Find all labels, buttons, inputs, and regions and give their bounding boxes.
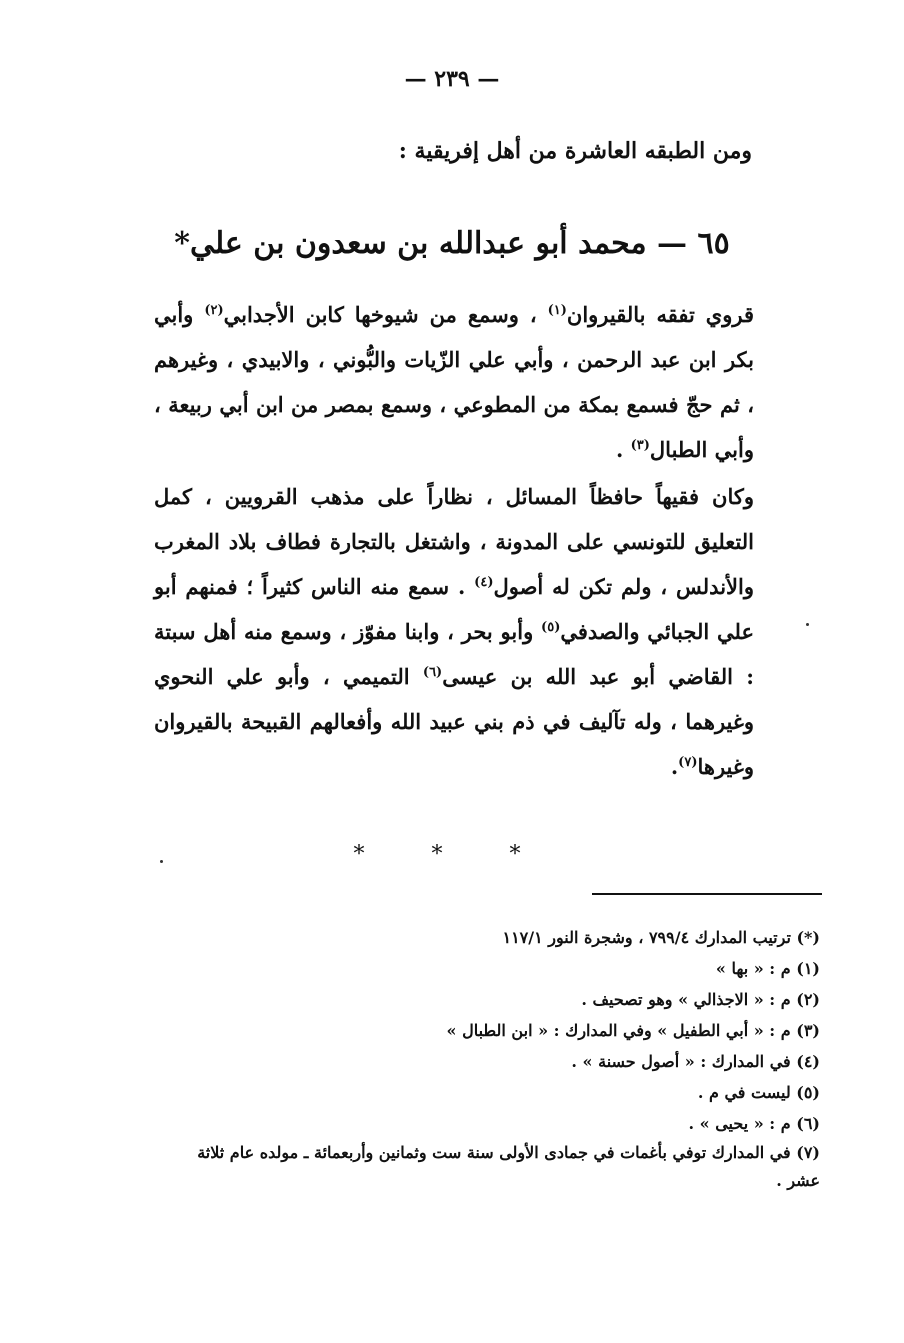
- paragraph-text: .: [670, 754, 679, 779]
- paragraph-text: وأبو بحر ، وابنا مفوّز ، وسمع منه أهل سبتة : القاضي أبو عبد الله بن عيسى: [154, 619, 754, 689]
- scan-speck: [160, 860, 163, 863]
- footnote-3: (٣) م : « أبي الطفيل » وفي المدارك : « ابن الطبال »: [446, 1021, 820, 1040]
- biography-paragraph-1: [154, 292, 754, 472]
- footnote-ref-3: (٣): [630, 438, 650, 453]
- paragraph-text: التميمي ، وأبو علي النحوي وغيرهما ، وله تآليف في ذم بني عبيد الله وأفعالهم القبيحة بالقيروان وغيرها: [154, 664, 754, 779]
- paragraph-text: . سمع منه الناس كثيراً ؛ فمنهم أبو علي الجبائي والصدفي: [154, 574, 754, 644]
- section-separator: * * *: [353, 842, 551, 867]
- footnote-ref-6: (٦): [422, 665, 443, 680]
- footnote-1: (١) م : « بها »: [715, 959, 820, 978]
- footnote-4: (٤) في المدارك : « أصول حسنة » .: [571, 1052, 820, 1071]
- footnote-divider: [592, 893, 822, 895]
- paragraph-text: قروي تفقه بالقيروان: [566, 302, 755, 327]
- footnote-2: (٢) م : « الاجذالي » وهو تصحيف .: [581, 990, 820, 1009]
- footnote-6: (٦) م : « يحيى » .: [688, 1114, 820, 1133]
- scan-speck: [806, 623, 809, 626]
- paragraph-text: ، وسمع من شيوخها كابن الأجدابي: [223, 302, 548, 327]
- footnote-ref-2: (٢): [204, 303, 224, 318]
- footnote-5: (٥) ليست في م .: [697, 1083, 820, 1102]
- footnote-ref-1: (١): [547, 303, 567, 318]
- paragraph-text: .: [615, 437, 631, 462]
- section-intro: ومن الطبقه العاشرة من أهل إفريقية :: [398, 138, 752, 164]
- footnote-ref-4: (٤): [474, 575, 494, 590]
- footnote-ref-5: (٥): [541, 620, 561, 635]
- paragraph-text: وأبي بكر ابن عبد الرحمن ، وأبي علي الزّيات والبُّوني ، والابيدي ، وغيرهم ، ثم حجّ فسمع بمكة من المطوعي ، وسمع بمصر من ابن أبي ربيعة ، وأبي الطبال: [154, 302, 754, 462]
- footnote-ref-7: (٧): [678, 755, 698, 770]
- paragraph-text: وكان فقيهاً حافظاً المسائل ، نظاراً على مذهب القرويين ، كمل التعليق للتونسي على المدونة ، واشتغل بالتجارة فطاف بلاد المغرب والأندلس ، ولم تكن له أصول: [154, 484, 754, 599]
- footnote-source: (*) ترتيب المدارك ٧٩٩/٤ ، وشجرة النور ١١٧/١: [502, 928, 820, 947]
- page-number: — ٢٣٩ —: [404, 66, 500, 92]
- footnote-7: (٧) في المدارك توفي بأغمات في جمادى الأولى سنة ست وثمانين وأربعمائة ـ مولده عام ثلاثة عشر .: [197, 1143, 820, 1190]
- biography-paragraph-2: [154, 474, 754, 789]
- footnotes-block: [160, 922, 820, 1195]
- entry-heading: ٦٥ — محمد أبو عبدالله بن سعدون بن علي*: [174, 226, 730, 261]
